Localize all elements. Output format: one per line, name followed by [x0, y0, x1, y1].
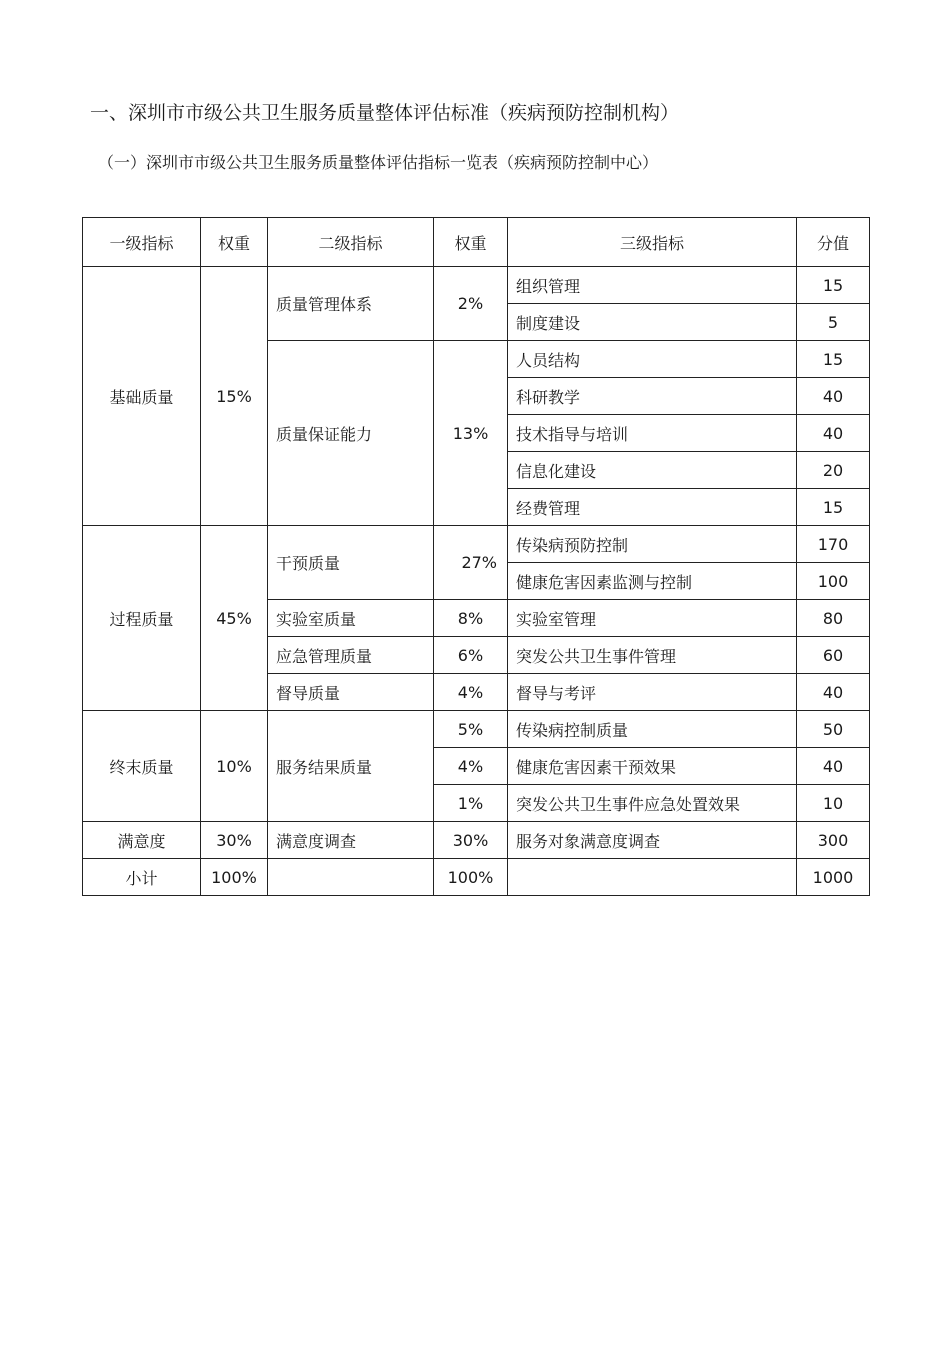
table-row [83, 822, 870, 859]
table-row [83, 267, 870, 304]
subtotal-level3-empty [508, 859, 797, 896]
level2-weight: 5% [434, 711, 508, 748]
level1-basic-quality: 基础质量 [83, 267, 201, 526]
level1-outcome-weight: 10% [201, 711, 268, 822]
level3-item: 传染病控制质量 [508, 711, 797, 748]
level2-name: 质量管理体系 [268, 267, 434, 341]
level3-item: 科研教学 [508, 378, 797, 415]
score-value: 5 [797, 304, 870, 341]
score-value: 10 [797, 785, 870, 822]
score-value: 80 [797, 600, 870, 637]
level3-item: 传染病预防控制 [508, 526, 797, 563]
score-value: 15 [797, 489, 870, 526]
level3-item: 健康危害因素干预效果 [508, 748, 797, 785]
level2-name: 满意度调查 [268, 822, 434, 859]
level2-weight: 13% [434, 341, 508, 526]
score-value: 40 [797, 674, 870, 711]
subtotal-level2-empty [268, 859, 434, 896]
level2-name: 实验室质量 [268, 600, 434, 637]
header-level3: 三级指标 [508, 218, 797, 267]
level1-process-quality: 过程质量 [83, 526, 201, 711]
level2-name: 督导质量 [268, 674, 434, 711]
level3-item: 健康危害因素监测与控制 [508, 563, 797, 600]
level3-item: 突发公共卫生事件管理 [508, 637, 797, 674]
level1-basic-weight: 15% [201, 267, 268, 526]
score-value: 40 [797, 748, 870, 785]
level2-weight: 8% [434, 600, 508, 637]
subtotal-row [83, 859, 870, 896]
level3-item: 经费管理 [508, 489, 797, 526]
score-value: 40 [797, 415, 870, 452]
table-row [83, 711, 870, 748]
score-value: 15 [797, 341, 870, 378]
level1-process-weight: 45% [201, 526, 268, 711]
score-value: 20 [797, 452, 870, 489]
score-value: 170 [797, 526, 870, 563]
level1-satisfaction: 满意度 [83, 822, 201, 859]
level2-weight: 27% [434, 526, 508, 600]
level2-name: 服务结果质量 [268, 711, 434, 822]
level3-item: 突发公共卫生事件应急处置效果 [508, 785, 797, 822]
level3-item: 信息化建设 [508, 452, 797, 489]
evaluation-table [82, 217, 870, 896]
level2-name: 应急管理质量 [268, 637, 434, 674]
level3-item: 组织管理 [508, 267, 797, 304]
header-level1: 一级指标 [83, 218, 201, 267]
level3-item: 服务对象满意度调查 [508, 822, 797, 859]
level2-weight: 4% [434, 748, 508, 785]
level2-name: 干预质量 [268, 526, 434, 600]
header-weight1: 权重 [201, 218, 268, 267]
level1-outcome-quality: 终末质量 [83, 711, 201, 822]
table-header-row [83, 218, 870, 267]
level2-weight: 6% [434, 637, 508, 674]
table-caption: （一）深圳市市级公共卫生服务质量整体评估指标一览表（疾病预防控制中心） [98, 153, 659, 172]
subtotal-weight2: 100% [434, 859, 508, 896]
score-value: 50 [797, 711, 870, 748]
score-value: 15 [797, 267, 870, 304]
score-value: 40 [797, 378, 870, 415]
level2-weight: 30% [434, 822, 508, 859]
subtotal-weight1: 100% [201, 859, 268, 896]
header-weight2: 权重 [434, 218, 508, 267]
score-value: 60 [797, 637, 870, 674]
level3-item: 督导与考评 [508, 674, 797, 711]
level1-satisfaction-weight: 30% [201, 822, 268, 859]
table-row [83, 526, 870, 563]
subtotal-score: 1000 [797, 859, 870, 896]
level2-weight: 4% [434, 674, 508, 711]
level3-item: 制度建设 [508, 304, 797, 341]
level2-weight: 2% [434, 267, 508, 341]
level2-name: 质量保证能力 [268, 341, 434, 526]
level2-weight: 1% [434, 785, 508, 822]
score-value: 300 [797, 822, 870, 859]
score-value: 100 [797, 563, 870, 600]
header-score: 分值 [797, 218, 870, 267]
subtotal-label: 小计 [83, 859, 201, 896]
header-level2: 二级指标 [268, 218, 434, 267]
level3-item: 技术指导与培训 [508, 415, 797, 452]
document-title: 一、深圳市市级公共卫生服务质量整体评估标准（疾病预防控制机构） [90, 102, 680, 124]
level3-item: 实验室管理 [508, 600, 797, 637]
level3-item: 人员结构 [508, 341, 797, 378]
